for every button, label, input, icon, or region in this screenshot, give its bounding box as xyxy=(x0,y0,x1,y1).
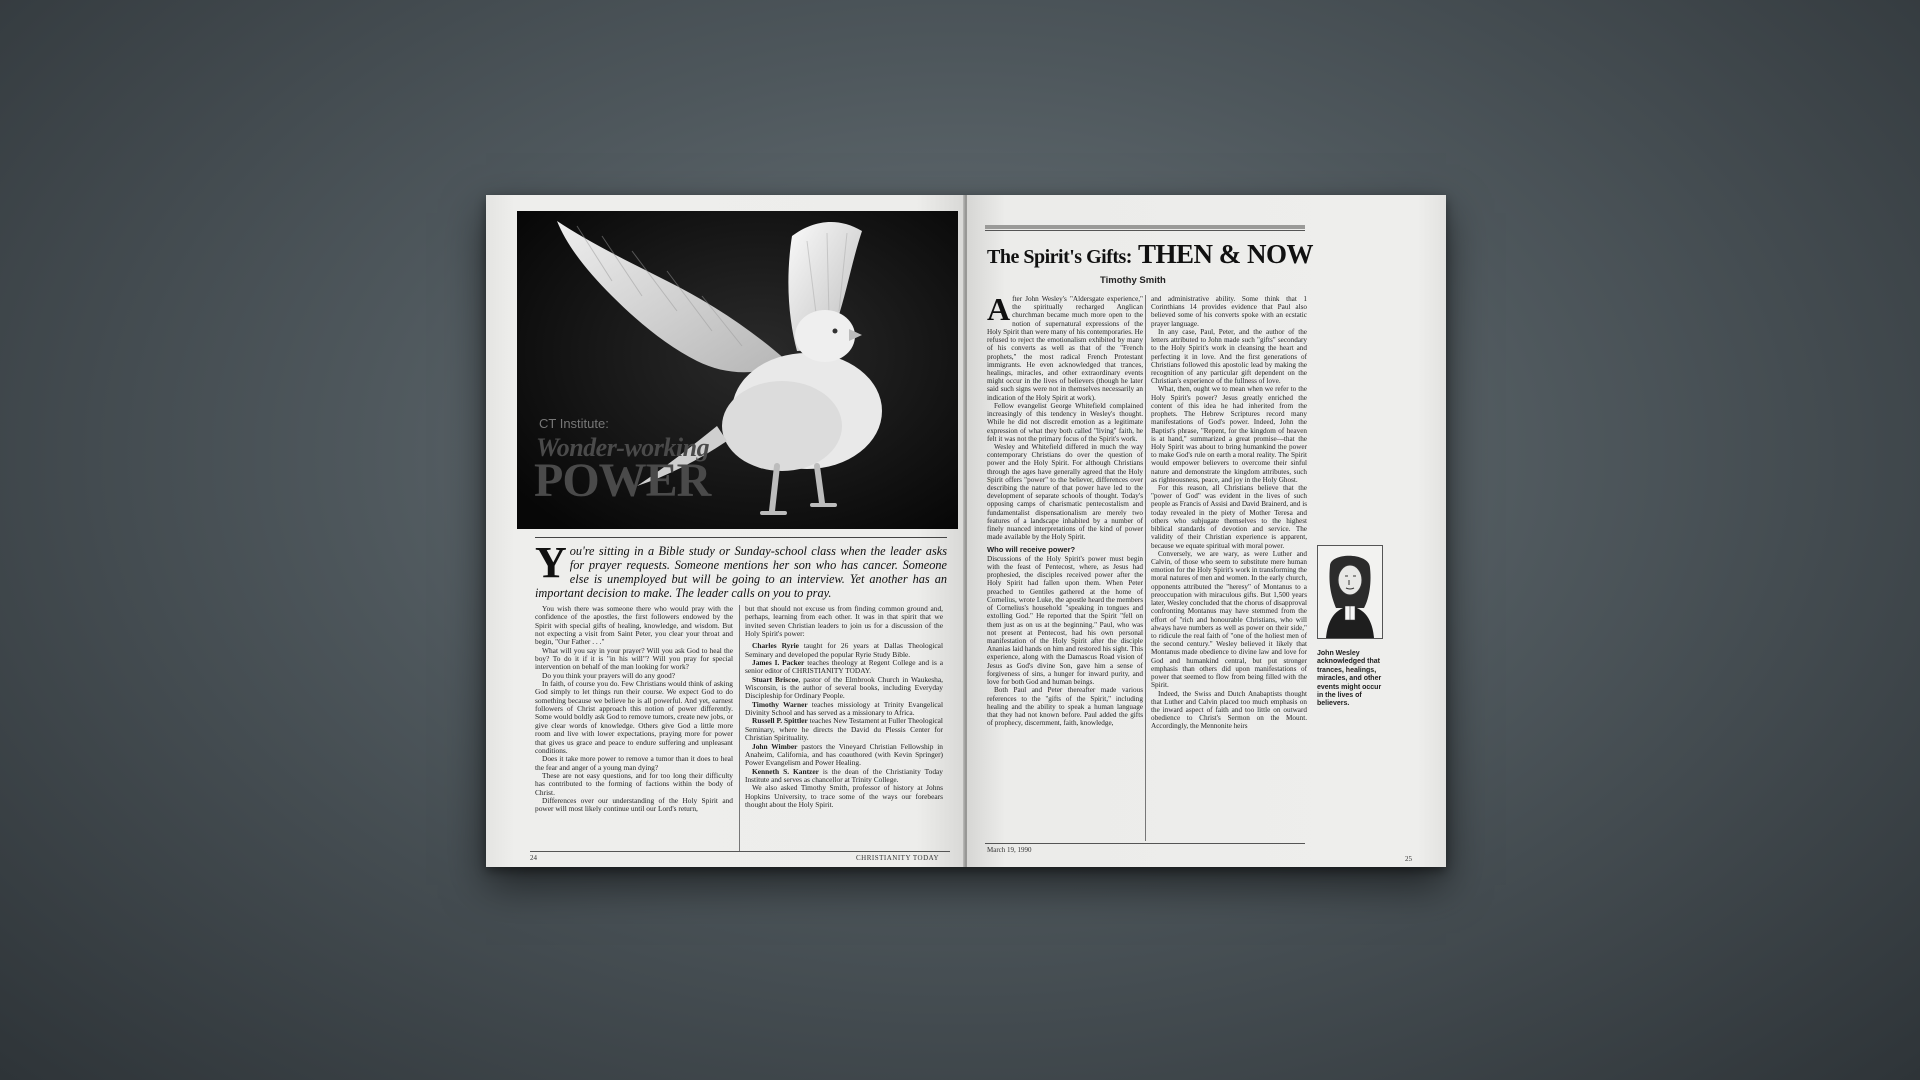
paragraph: What will you say in your prayer? Will you ask God to heal the boy? To do it if it is "in his will"? Will you pray for special intervention on behalf of the man looking for work? xyxy=(535,645,733,672)
right-column-1 xyxy=(987,295,1143,841)
bio-name: John Wimber xyxy=(752,741,798,751)
footer-rule xyxy=(530,851,950,852)
header-rule xyxy=(985,230,1305,231)
headline xyxy=(987,239,1313,270)
bio-text: taught for 26 years at Dallas Theological Seminary and developed the popular Ryrie Study Bible. xyxy=(745,641,943,659)
bio-text: teaches missiology at Trinity Evangelical Divinity School and has served as a missionary to Africa. xyxy=(745,699,943,718)
left-body-columns xyxy=(535,605,947,851)
portrait-caption: John Wesley acknowledged that trances, healings, miracles, and other events might occur in the lives of believers. xyxy=(1317,650,1382,708)
column-divider xyxy=(1145,295,1146,841)
header-bar xyxy=(985,225,1305,229)
bio-name: Charles Ryrie xyxy=(752,641,799,651)
bio-text: pastors the Vineyard Christian Fellowship in Anaheim, California, and has coauthored (with Kevin Springer) Power Evangelism and Power Healing. xyxy=(745,741,943,768)
paragraph: Differences over our understanding of the Holy Spirit and power will most likely continue until our Lord's return, xyxy=(535,795,733,814)
paragraph: For this reason, all Christians believe that the "power of God" was evident in the lives of such people as Francis of Assisi and David Brainerd, and is today revealed in the piety of Mother Teresa and others who subjugate themselves to the highest biblical standards of devotion and service. The validity of their Christian experience is apparent, because we equate spiritual with moral power. xyxy=(1151,484,1307,550)
page-number-right: 25 xyxy=(1405,855,1412,863)
paragraph: Conversely, we are wary, as were Luther and Calvin, of those who seem to substitute mere human emotion for the Holy Spirit's work in transforming the moral natures of men and women. In the early church, opponents attributed the "heresy" of Montanus to a preoccupation with miraculous gifts. But 1,500 years later, Wesley concluded that the chorus of disapproval confronting Montanus may have stemmed from the effort of "rich and honourable Christians, who will always have numbers as well as power on their side," to ridicule the real faith of "one of the holiest men of the second century." Wesley believed it likely that Montanus made obedience to divine law and love for God and humankind central, but put stronger emphasis than others did upon manifestations of power that seemed to flow from being filled with the Spirit. xyxy=(1151,549,1307,690)
bio xyxy=(745,768,943,785)
paragraph: You wish there was someone there who would pray with the confidence of the apostles, the first followers endowed by the Spirit with special gifts of healing, knowledge, and wisdom. But not expecting a visit from Saint Peter, you clear your throat and begin, "Our Father . . ." xyxy=(535,605,733,647)
paragraph: We also asked Timothy Smith, professor of history at Johns Hopkins University, to trace some of the ways our forebears thought about the Holy Spirit. xyxy=(745,783,943,809)
paragraph: These are not easy questions, and for too long their difficulty has contributed to the forming of factions within the body of Christ. xyxy=(535,770,733,797)
paragraph: fter John Wesley's "Aldersgate experience," the spiritually recharged Anglican churchman became much more open to the notion of supernatural expressions of the Holy Spirit than were many of his contemporaries. He refused to reject the emotionalism exhibited by many of his converts as well as that of the "French prophets," the most radical French Protestant immigrants. He even acknowledged that trances, healings, miracles, and other extraordinary events might occur in the lives of believers (though he later said such signs were not in themselves necessarily an indication of the Holy Spirit at work). xyxy=(987,295,1143,402)
paragraph: In any case, Paul, Peter, and the author of the letters attributed to John made such "gifts" secondary to the Holy Spirit's work in cleansing the heart and perfecting it in love. And the first generations of Christians followed this apostolic lead by making the recognition of any particular gift dependent on the Christian's experience of the fullness of love. xyxy=(1151,327,1307,386)
bio xyxy=(745,701,943,718)
paragraph: What, then, ought we to mean when we refer to the Holy Spirit's power? Jesus greatly enriched the content of this idea he had inherited from the prophets. The Hebrew Scriptures record many manifestations of God's power. Indeed, John the Baptist's phrase, "Repent, for the kingdom of heaven is at hand," summarized a great promise—that the Holy Spirit was about to bring humankind the power to make God's rule on earth a moral reality. The Spirit would empower believers to overcome their sinful nature and demonstrate the kingdom attributes, such as righteousness, peace, and joy in the Holy Ghost. xyxy=(1151,385,1307,484)
paragraph: Both Paul and Peter thereafter made various references to the "gifts of the Spirit," including healing and the ability to speak a human language that they had not known before. Paul added the gifts of prophecy, discernment, faith, knowledge, xyxy=(987,686,1143,728)
bio-name: Stuart Briscoe xyxy=(752,674,799,684)
intro-text: ou're sitting in a Bible study or Sunday-school class when the leader asks for prayer requests. Someone mentions her son who has cancer. Someone else is unemployed but will be going to an interview. Yet another has an important decision to make. The leader calls on you to pray. xyxy=(535,544,947,600)
magazine-spread xyxy=(486,195,1446,867)
right-page xyxy=(967,195,1446,867)
paragraph: but that should not excuse us from finding common ground and, perhaps, learning from each other. It was in that spirit that we invited seven Christian leaders to join us for a discussion of the Holy Spirit's power: xyxy=(745,605,943,639)
left-page xyxy=(486,195,965,867)
byline: Timothy Smith xyxy=(1100,275,1166,286)
issue-date: March 19, 1990 xyxy=(987,846,1032,854)
bio xyxy=(745,642,943,659)
portrait-engraving xyxy=(1318,546,1382,638)
paragraph: Indeed, the Swiss and Dutch Anabaptists thought that Luther and Calvin placed too much emphasis on the inward aspect of faith and too little on outward obedience to Christ's Sermon on the Mount. Accordingly, the Mennonite heirs xyxy=(1151,689,1307,731)
image-label: CT Institute: xyxy=(539,416,609,431)
paragraph: and administrative ability. Some think that 1 Corinthians 14 provides evidence that Paul also believed some of his converts spoke with an ecstatic prayer language. xyxy=(1151,295,1307,328)
bio-name: Russell P. Spittler xyxy=(752,716,808,726)
right-column-2 xyxy=(1151,295,1307,841)
headline-part-b: THEN & NOW xyxy=(1137,239,1313,269)
bio xyxy=(745,676,943,701)
paragraph: Discussions of the Holy Spirit's power must begin with the feast of Pentecost, where, as Jesus had prophesied, the disciples received power after the Holy Spirit had fallen upon them. When Peter preached to Gentiles gathered at the home of Cornelius, wrote Luke, the apostle heard the members of Cornelius's household "speaking in tongues and extolling God." He reported that the Spirit "fell on them just as on us at the beginning." Paul, who was not present at Pentecost, had his own personal manifestation of the Holy Spirit after the disciple Ananias laid hands on him and restored his sight. This experience, along with the Damascus Road vision of Jesus as God's divine Son, gave him a sense of forgiveness of sins, a hunger for inward purity, and love for both God and human beings. xyxy=(987,554,1143,687)
bio-name: Kenneth S. Kantzer xyxy=(752,766,819,776)
bio-text: teaches theology at Regent College and is a senior editor of CHRISTIANITY TODAY. xyxy=(745,658,943,676)
bio xyxy=(745,717,943,742)
paragraph: Does it take more power to remove a tumor than it does to heal the fear and anger of a young man dying? xyxy=(535,754,733,772)
paragraph: Do you think your prayers will do any good? xyxy=(542,670,676,680)
headline-part-a: The Spirit's Gifts: xyxy=(987,246,1132,268)
article-intro xyxy=(535,537,947,600)
footer-rule xyxy=(985,843,1305,844)
bio-name: James I. Packer xyxy=(752,658,805,668)
bio-text: teaches New Testament at Fuller Theological Seminary, where he directs the David du Plessis Center for Christian Spirituality. xyxy=(745,716,943,743)
magazine-name: CHRISTIANITY TODAY xyxy=(856,854,940,862)
bio-text: , pastor of the Elmbrook Church in Waukesha, Wisconsin, is the author of several books, including Everyday Discipleship for Ordinary People. xyxy=(745,674,943,701)
column-divider xyxy=(739,605,740,851)
subhead: Who will receive power? xyxy=(987,544,1076,554)
page-number-left: 24 xyxy=(530,854,537,862)
paragraph: In faith, of course you do. Few Christians would think of asking God simply to let things run their course. We expect God to do something because we believe he is all powerful. And yet, earnest followers of Christ approach this notion of power differently. Some would boldly ask God to remove tumors, create new jobs, or give clear words of knowledge. Others give God a little more room and live with lower expectations, praying more for power that gives us grace and peace to endure suffering and unpleasant conditions. xyxy=(535,679,733,755)
bio xyxy=(745,659,943,676)
intro-dropcap: Y xyxy=(535,538,567,587)
image-title-line1: Wonder-working xyxy=(536,433,710,462)
bio xyxy=(745,743,943,768)
dove-photo xyxy=(517,211,958,529)
bio-text: is the dean of the Christianity Today Institute and serves as chancellor at Trinity College. xyxy=(745,766,943,784)
paragraph: Fellow evangelist George Whitefield complained increasingly of this tendency in Wesley's thought. While he did not discredit emotion as a legitimate expression of what they both called "living" faith, he felt it was not the primary focus of the Spirit's work. xyxy=(987,401,1143,443)
paragraph: Wesley and Whitefield differed in much the way contemporary Christians do over the question of power and the Holy Spirit. For although Christians through the ages have generally agreed that the Holy Spirit offers "power" to the believer, differences over describing the nature of that power have led to the development of separate schools of thought. Today's opposing camps of charismatic pentecostalism and fundamentalist dispensationalism are merely two features of a landscape inhabited by a number of finely nuanced interpretations of the kind of power made available by the Holy Spirit. xyxy=(987,442,1143,542)
left-column-1 xyxy=(535,605,733,851)
wesley-portrait xyxy=(1317,545,1383,639)
left-column-2 xyxy=(745,605,943,851)
bio-name: Timothy Warner xyxy=(752,699,808,709)
image-title-line2: POWER xyxy=(534,454,711,507)
article-dropcap: A xyxy=(987,295,1011,327)
